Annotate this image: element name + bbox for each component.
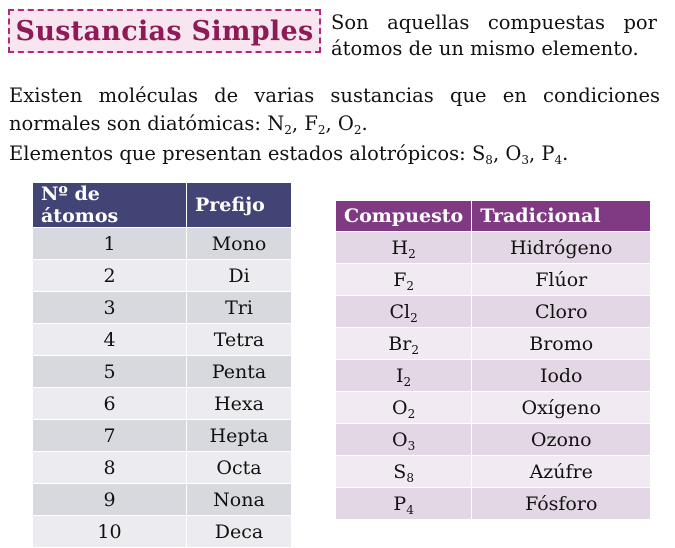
- formula-subscript: 2: [406, 278, 415, 293]
- allotropic-formulas: [472, 142, 568, 165]
- table-row: [336, 232, 651, 264]
- formula-symbol: F: [393, 268, 407, 291]
- table-row: [33, 356, 292, 388]
- traditional-name-cell: Ozono: [472, 424, 651, 456]
- atom-count-cell: 7: [33, 420, 187, 452]
- compound-formula-cell: [336, 296, 472, 328]
- formula-symbol: P: [541, 142, 555, 165]
- table-row: [33, 484, 292, 516]
- formula-subscript: 2: [410, 310, 418, 325]
- prefix-table: [32, 182, 292, 548]
- formula-symbol: O: [392, 396, 408, 419]
- formula: [267, 112, 304, 135]
- formula-separator: .: [562, 142, 569, 165]
- formula: [304, 112, 338, 135]
- formula-symbol: S: [393, 460, 407, 483]
- formula-separator: ,: [325, 112, 338, 135]
- compound-formula-cell: [336, 392, 472, 424]
- formula-subscript: 4: [554, 153, 563, 167]
- traditional-column-header: Tradicional: [472, 201, 651, 232]
- compound-formula-cell: [336, 232, 472, 264]
- table-row: [336, 296, 651, 328]
- formula-symbol: H: [391, 236, 409, 259]
- table-row: [336, 264, 651, 296]
- formula-subscript: 2: [353, 123, 362, 137]
- formula-subscript: 4: [406, 502, 414, 517]
- atom-count-cell: 1: [33, 228, 187, 260]
- table-row: [33, 260, 292, 292]
- compound-column-header: Compuesto: [336, 201, 472, 232]
- table-row: [33, 452, 292, 484]
- formula-symbol: O: [505, 142, 522, 165]
- formula-symbol: F: [304, 112, 318, 135]
- table-row: [33, 228, 292, 260]
- formula-symbol: O: [337, 112, 354, 135]
- prefix-cell: Tri: [187, 292, 292, 324]
- table-row: [33, 420, 292, 452]
- formula-symbol: Cl: [389, 300, 411, 323]
- atom-count-cell: 5: [33, 356, 187, 388]
- traditional-name-cell: Iodo: [472, 360, 651, 392]
- formula-symbol: N: [267, 112, 285, 135]
- formula-separator: ,: [528, 142, 542, 165]
- diatomic-formulas: [267, 112, 368, 135]
- atom-count-cell: 8: [33, 452, 187, 484]
- compound-formula-cell: [336, 488, 472, 520]
- prefix-cell: Octa: [187, 452, 292, 484]
- compound-formula-cell: [336, 328, 472, 360]
- prefix-column-header: Prefijo: [187, 183, 292, 228]
- prefix-cell: Mono: [187, 228, 292, 260]
- table-row: [336, 488, 651, 520]
- prefix-cell: Hepta: [187, 420, 292, 452]
- formula-subscript: 3: [407, 438, 416, 453]
- formula: [541, 142, 568, 165]
- formula: [505, 142, 541, 165]
- prefix-cell: Tetra: [187, 324, 292, 356]
- traditional-name-cell: Bromo: [472, 328, 651, 360]
- table-row: [336, 328, 651, 360]
- formula-subscript: 2: [411, 342, 419, 357]
- formula-subscript: 2: [284, 123, 292, 137]
- traditional-name-cell: Azúfre: [472, 456, 651, 488]
- prefix-table-header: [33, 183, 292, 228]
- table-row: [336, 392, 651, 424]
- atoms-column-header: Nº de átomos: [33, 183, 187, 228]
- compound-formula-cell: [336, 264, 472, 296]
- traditional-name-cell: Cloro: [472, 296, 651, 328]
- atom-count-cell: 4: [33, 324, 187, 356]
- compound-table-header: [336, 201, 651, 232]
- formula-symbol: P: [393, 492, 407, 515]
- prefix-cell: Hexa: [187, 388, 292, 420]
- table-row: [336, 360, 651, 392]
- formula-subscript: 2: [403, 374, 412, 389]
- allotropic-paragraph: [9, 140, 660, 168]
- atom-count-cell: 6: [33, 388, 187, 420]
- formula-symbol: I: [396, 364, 404, 387]
- formula-symbol: Br: [388, 332, 412, 355]
- atom-count-cell: 10: [33, 516, 187, 548]
- formula: [472, 142, 505, 165]
- prefix-cell: Penta: [187, 356, 292, 388]
- formula: [338, 112, 368, 135]
- traditional-name-cell: Flúor: [472, 264, 651, 296]
- formula-subscript: 2: [408, 246, 416, 261]
- diatomic-text: Existen moléculas de varias sustancias que en condiciones normales son diatómicas:: [9, 84, 660, 135]
- traditional-name-cell: Oxígeno: [472, 392, 651, 424]
- compound-formula-cell: [336, 360, 472, 392]
- formula-subscript: 3: [521, 153, 529, 167]
- definition-text: Son aquellas compuestas por átomos de un mismo elemento.: [331, 11, 657, 60]
- formula-separator: ,: [492, 142, 506, 165]
- compound-formula-cell: [336, 424, 472, 456]
- prefix-cell: Di: [187, 260, 292, 292]
- compound-formula-cell: [336, 456, 472, 488]
- formula-symbol: O: [392, 428, 408, 451]
- formula-symbol: S: [471, 142, 486, 165]
- allotropic-text: Elementos que presentan estados alotrópicos:: [9, 142, 472, 165]
- table-row: [33, 292, 292, 324]
- atom-count-cell: 2: [33, 260, 187, 292]
- table-row: [336, 424, 651, 456]
- formula-separator: ,: [291, 112, 305, 135]
- formula-subscript: 2: [317, 123, 326, 137]
- page-title: Sustancias Simples: [15, 15, 314, 47]
- formula-separator: .: [361, 112, 368, 135]
- formula-subscript: 2: [407, 406, 416, 421]
- traditional-name-cell: Hidrógeno: [472, 232, 651, 264]
- formula-subscript: 8: [485, 153, 493, 167]
- prefix-cell: Nona: [187, 484, 292, 516]
- traditional-name-cell: Fósforo: [472, 488, 651, 520]
- table-row: [336, 456, 651, 488]
- diatomic-paragraph: [9, 82, 660, 138]
- compound-table: [335, 200, 651, 520]
- prefix-cell: Deca: [187, 516, 292, 548]
- formula-subscript: 8: [406, 470, 414, 485]
- table-row: [33, 388, 292, 420]
- atom-count-cell: 9: [33, 484, 187, 516]
- table-row: [33, 324, 292, 356]
- atom-count-cell: 3: [33, 292, 187, 324]
- title-box: [8, 9, 321, 53]
